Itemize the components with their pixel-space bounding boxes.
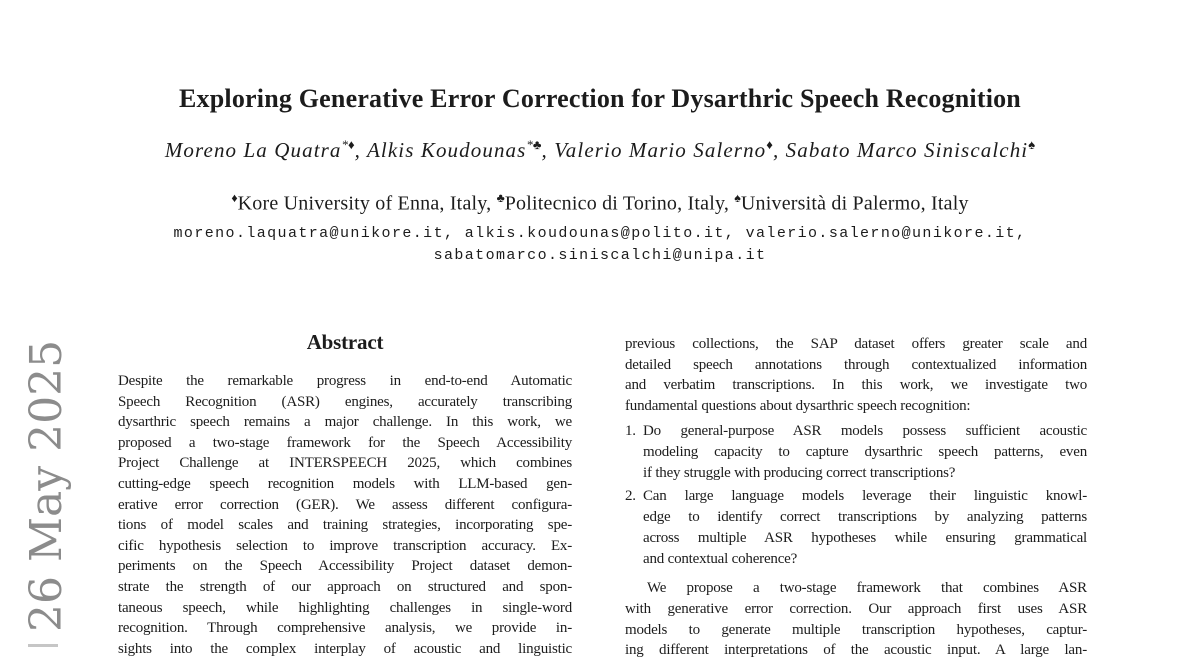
abstract-section	[118, 330, 572, 659]
paragraph-line: We propose a two-stage framework that combines ASR	[647, 580, 1087, 597]
author-line	[0, 137, 1200, 163]
arxiv-date-watermark: 26 May 2025	[21, 339, 72, 632]
abstract-line: strate the strength of our approach on structured and spon-	[118, 578, 572, 595]
author-marker: *♣	[526, 137, 542, 152]
list-line: Do general-purpose ASR models possess sufficient acoustic	[643, 423, 1087, 440]
affiliation-marker: ♠	[734, 191, 741, 205]
author-separator: ,	[772, 138, 786, 162]
author-separator: ,	[354, 138, 367, 162]
abstract-line: Project Challenge at INTERSPEECH 2025, which combines	[118, 455, 572, 472]
email-block	[0, 223, 1200, 267]
paragraph-line: models to generate multiple transcription hypotheses, captur-	[625, 621, 1087, 638]
paragraph-line: with generative error correction. Our approach first uses ASR	[625, 600, 1087, 617]
author-name: Alkis Koudounas	[367, 138, 527, 162]
abstract-line: periments on the Speech Accessibility Project dataset demon-	[118, 558, 572, 575]
abstract-line: cutting-edge speech recognition models with LLM-based gen-	[118, 475, 572, 492]
research-question-item	[625, 421, 1087, 484]
arxiv-badge-stub	[28, 644, 58, 647]
abstract-line: Despite the remarkable progress in end-to-end Automatic	[118, 373, 572, 389]
abstract-line: tions of model scales and training strategies, incorporating spe-	[118, 517, 572, 534]
list-line: and contextual coherence?	[643, 551, 798, 568]
affiliation-text: Università di Palermo, Italy	[740, 192, 969, 215]
list-line: across multiple ASR hypotheses while ensuring grammatical	[643, 530, 1087, 547]
abstract-line: taneous speech, while highlighting challenges in single-word	[118, 599, 572, 616]
paragraph-line: ing different interpretations of the acoustic input. A large lan-	[625, 642, 1087, 659]
email-line: sabatomarco.siniscalchi@unipa.it	[433, 247, 767, 264]
intro-line: previous collections, the SAP dataset offers greater scale and	[625, 336, 1087, 352]
list-line: if they struggle with producing correct transcriptions?	[643, 465, 956, 482]
research-question-item	[625, 486, 1087, 570]
abstract-line: dysarthric speech remains a major challenge. In this work, we	[118, 414, 572, 431]
author-separator: ,	[541, 138, 555, 162]
abstract-heading: Abstract	[306, 330, 384, 354]
research-question-list	[625, 421, 1087, 570]
intro-line: detailed speech annotations through contextualized information	[625, 356, 1087, 373]
author-name: Sabato Marco Siniscalchi	[785, 138, 1029, 162]
list-number: 1.	[625, 423, 636, 440]
list-line: Can large language models leverage their linguistic knowl-	[643, 488, 1087, 505]
framework-paragraph	[625, 578, 1087, 660]
email-line: moreno.laquatra@unikore.it, alkis.koudounas@polito.it, valerio.salerno@unikore.it,	[173, 225, 1027, 242]
list-number: 2.	[625, 488, 636, 505]
abstract-line: Speech Recognition (ASR) engines, accurately transcribing	[118, 393, 572, 410]
author-marker: ♦	[766, 137, 773, 152]
affiliation-line	[0, 191, 1200, 216]
abstract-line: recognition. Through comprehensive analysis, we provide in-	[118, 620, 572, 637]
abstract-line: cific hypothesis selection to improve transcription accuracy. Ex-	[118, 537, 572, 554]
list-line: edge to identify correct transcriptions by analyzing patterns	[643, 509, 1087, 526]
author-marker: *♦	[341, 137, 355, 152]
intro-line: and verbatim transcriptions. In this work, we investigate two	[625, 377, 1087, 394]
abstract-line: proposed a two-stage framework for the Speech Accessibility	[118, 434, 572, 451]
intro-section	[625, 334, 1087, 661]
list-line: modeling capacity to capture dysarthric speech patterns, even	[643, 444, 1087, 461]
abstract-line: erative error correction (GER). We assess different configura-	[118, 496, 572, 513]
author-name: Moreno La Quatra	[164, 138, 342, 162]
affiliation-marker: ♣	[496, 191, 505, 205]
affiliation-marker: ♦	[231, 191, 238, 205]
author-name: Valerio Mario Salerno	[554, 138, 767, 162]
paper-title: Exploring Generative Error Correction for Dysarthric Speech Recognition	[179, 84, 1021, 113]
abstract-line: sights into the complex interplay of acoustic and linguistic	[118, 640, 572, 657]
affiliation-text: Politecnico di Torino, Italy,	[504, 192, 735, 215]
author-marker: ♠	[1028, 137, 1036, 152]
intro-line: fundamental questions about dysarthric speech recognition:	[625, 397, 971, 414]
affiliation-text: Kore University of Enna, Italy,	[237, 192, 497, 215]
